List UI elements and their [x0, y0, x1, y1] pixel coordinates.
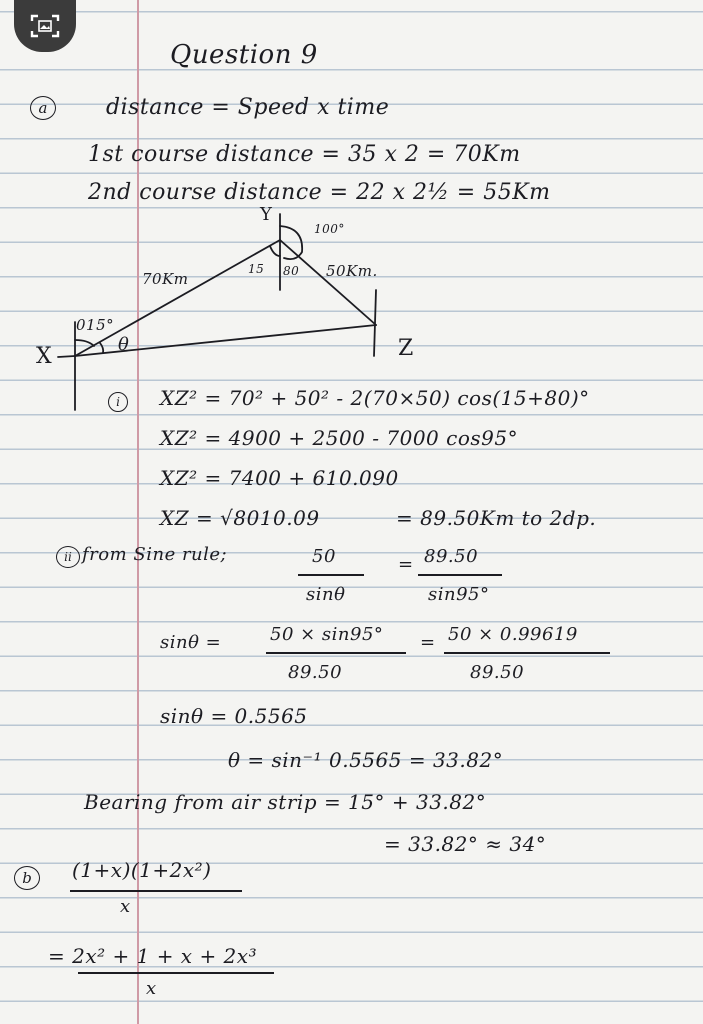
expression-numerator: (1+x)(1+2x²): [72, 858, 212, 882]
expression-bar: [70, 890, 242, 892]
side-xy-label: 70Km: [142, 270, 189, 288]
frac2-numerator: 89.50: [424, 546, 479, 567]
frac3-numerator: 50 × sin95°: [270, 624, 384, 645]
point-z-label: Z: [398, 336, 414, 361]
cosine-rule-line-2: XZ² = 4900 + 2500 - 7000 cos95°: [160, 426, 519, 450]
theta-label: θ: [118, 334, 130, 355]
expanded-bar: [78, 972, 274, 974]
sine-rule-equals: =: [398, 554, 414, 575]
part-a-marker: a: [30, 96, 56, 120]
first-course-distance: 1st course distance = 35 x 2 = 70Km: [88, 142, 521, 167]
frac4-numerator: 50 × 0.99619: [448, 624, 578, 645]
frac4-bar: [444, 652, 610, 654]
bearing-sum: Bearing from air strip = 15° + 33.82°: [84, 790, 487, 814]
angle-15-label: 15: [248, 262, 265, 276]
east-stub-x: [58, 356, 75, 357]
sin-theta-value: sinθ = 0.5565: [160, 704, 308, 728]
sin-theta-lhs: sinθ =: [160, 632, 222, 653]
frac4-denominator: 89.50: [470, 662, 525, 683]
expanded-denominator: x: [146, 978, 157, 999]
expression-denominator: x: [120, 896, 131, 917]
page-title: Question 9: [170, 40, 318, 70]
frac1-numerator: 50: [312, 546, 336, 567]
theta-value: θ = sin⁻¹ 0.5565 = 33.82°: [228, 748, 504, 772]
bearing-arc-x: [75, 340, 94, 346]
part-ii-marker: ii: [56, 546, 80, 568]
frac1-bar: [298, 574, 364, 576]
angle-arc-15: [270, 246, 280, 256]
second-course-distance: 2nd course distance = 22 x 2½ = 55Km: [88, 180, 551, 205]
frac3-denominator: 89.50: [288, 662, 343, 683]
frac3-bar: [266, 652, 406, 654]
sine-rule-intro: from Sine rule;: [82, 544, 228, 565]
point-y-label: Y: [260, 204, 273, 225]
frac-equals: =: [420, 632, 436, 653]
side-yz-label: 50Km.: [326, 262, 378, 280]
bearing-label-y: 100°: [314, 222, 345, 236]
bearing-result: = 33.82° ≈ 34°: [384, 832, 547, 856]
distance-result: = 89.50Km to 2dp.: [396, 506, 597, 530]
frac2-bar: [418, 574, 502, 576]
frac2-denominator: sin95°: [428, 584, 490, 605]
cosine-rule-line-1: XZ² = 70² + 50² - 2(70×50) cos(15+80)°: [160, 386, 590, 410]
cosine-rule-line-4: XZ = √8010.09: [160, 506, 320, 530]
side-yz: [280, 240, 376, 325]
expanded-numerator: = 2x² + 1 + x + 2x³: [48, 944, 258, 968]
frac1-denominator: sinθ: [306, 584, 346, 605]
angle-80-label: 80: [283, 264, 300, 278]
part-i-marker: i: [108, 392, 128, 412]
bearing-label-x: 015°: [76, 316, 115, 334]
theta-arc: [100, 343, 103, 353]
distance-formula: distance = Speed x time: [106, 95, 390, 120]
cosine-rule-line-3: XZ² = 7400 + 610.090: [160, 466, 399, 490]
point-x-label: X: [36, 344, 53, 369]
part-b-marker: b: [14, 866, 40, 890]
